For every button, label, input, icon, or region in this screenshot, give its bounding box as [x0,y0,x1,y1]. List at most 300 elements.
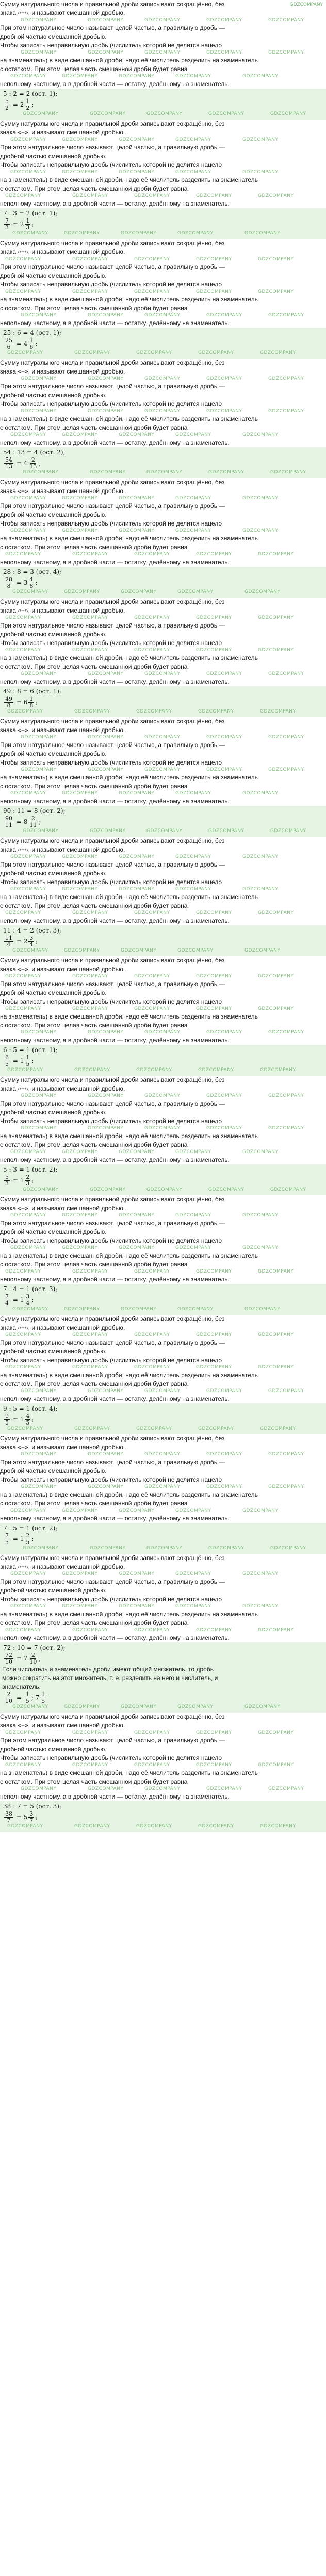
fraction-denominator: 5 [25,1698,29,1704]
watermark-text: GDZCOMPANY [62,791,98,796]
watermark-text: GDZCOMPANY [72,1006,108,1011]
watermark-text: GDZCOMPANY [74,1824,110,1829]
watermark-row [2,948,324,954]
watermark-text: GDZCOMPANY [175,1149,211,1155]
watermark-text: GDZCOMPANY [12,1307,48,1312]
rule-line: дробной частью смешанной дробью. [0,750,107,757]
watermark-text: GDZCOMPANY [134,1006,170,1011]
watermark-text: GDZCOMPANY [258,1762,294,1768]
fraction-numerator: 2 [31,1652,35,1658]
fraction [28,1811,34,1824]
watermark-text: GDZCOMPANY [196,1762,232,1768]
fraction-denominator: 10 [29,1658,37,1665]
watermark-text: GDZCOMPANY [64,948,100,953]
watermark-row [0,974,326,980]
watermark-text: GDZCOMPANY [175,170,211,175]
watermark-row [0,257,326,263]
watermark-text: GDZCOMPANY [119,496,155,501]
watermark-text: GDZCOMPANY [10,1245,46,1250]
rule-line: с остатком. При этом целая часть смешанной дроби будет равна [0,544,188,551]
watermark-text: GDZCOMPANY [268,1484,304,1489]
watermark-text: GDZCOMPANY [242,1508,279,1513]
fraction-denominator: 5 [5,1539,9,1546]
watermark-text: GDZCOMPANY [144,376,181,381]
watermark-text: GDZCOMPANY [21,735,57,740]
mixed-integer-part: 2 [23,938,28,945]
watermark-text: GDZCOMPANY [10,854,46,859]
rule-line: знака «+», и называют смешанной дробью. [0,1205,125,1212]
watermark-text: GDZCOMPANY [21,767,57,772]
watermark-text: GDZCOMPANY [21,376,57,381]
watermark-text: GDZCOMPANY [242,854,279,859]
rule-line: Чтобы записать неправильную дробь (числитель которой не делится нацело [0,1357,222,1364]
watermark-row [0,854,326,860]
example-block [0,806,326,837]
example-block [0,328,326,359]
example-division: 7 : 3 = 2 (ост. 1); [3,210,58,217]
example-block [0,567,326,598]
rule-line: Сумму натурального числа и правильной дроби записывают сокращённо, без [0,1554,225,1562]
watermark-row [0,74,326,80]
watermark-text: GDZCOMPANY [144,409,181,414]
rule-line: знака «+», и называют смешанной дробью. [0,487,125,495]
watermark-text: GDZCOMPANY [90,470,126,475]
rule-line: неполному частному, а в дробной части — остатку, делённому на знаменатель. [0,1037,230,1044]
watermark-text: GDZCOMPANY [175,528,211,533]
fraction-denominator: 4 [7,941,11,948]
watermark-text: GDZCOMPANY [144,1484,181,1489]
watermark-text: GDZCOMPANY [121,231,157,236]
watermark-text: GDZCOMPANY [206,1388,242,1394]
mixed-integer-part: 3 [23,579,28,586]
watermark-text: GDZCOMPANY [206,1030,242,1035]
fraction [4,577,13,589]
watermark-text: GDZCOMPANY [208,111,244,116]
rule-line: с остатком. При этом целая часть смешанной дроби будет равна [0,185,188,192]
watermark-text: GDZCOMPANY [72,289,108,294]
example-block [0,208,326,239]
rule-line: Сумму натурального числа и правильной дроби записывают сокращённо, без [0,1,225,8]
watermark-text: GDZCOMPANY [10,496,46,501]
watermark-text: GDZCOMPANY [134,289,170,294]
watermark-text: GDZCOMPANY [268,1388,304,1394]
rule-line: знака «+», и называют смешанной дробью. [0,1085,125,1092]
rule-line: неполному частному, а в дробной части — остатку, делённому на знаменатель. [0,1395,230,1402]
watermark-row [0,910,326,917]
rule-line: При этом натуральное число называют целой частью, а правильную дробь — [0,741,225,749]
rule-line: знака «+», и называют смешанной дробью. [0,368,125,375]
watermark-text: GDZCOMPANY [21,1786,57,1791]
fraction [4,98,10,111]
watermark-text: GDZCOMPANY [21,1484,57,1489]
rule-line: знака «+», и называют смешанной дробью. [0,1444,125,1451]
watermark-text: GDZCOMPANY [196,1332,232,1337]
watermark-text: GDZCOMPANY [134,974,170,979]
example-division: 7 : 4 = 1 (ост. 3); [3,1285,58,1293]
watermark-text: GDZCOMPANY [64,1307,100,1312]
fraction-denominator: 5 [26,1539,30,1546]
watermark-row [0,289,326,295]
watermark-text: GDZCOMPANY [208,1546,244,1551]
watermark-text: GDZCOMPANY [10,1604,46,1609]
rule-line: При этом натуральное число называют целой частью, а правильную дробь — [0,1339,225,1346]
watermark-text: GDZCOMPANY [177,1307,214,1312]
watermark-text: GDZCOMPANY [7,1067,43,1073]
fraction-denominator: 13 [5,463,12,470]
watermark-text: GDZCOMPANY [134,552,170,557]
example-equation: $\frac{5}{2}$ = 2 $\frac{1}{2}$ ; [5,98,34,111]
example-division: 6 : 5 = 1 (ост. 1); [3,1046,58,1054]
rule-line: неполному частному, а в дробной части — остатку, делённому на знаменатель. [0,1793,230,1800]
fraction-numerator: 7 [5,1293,9,1300]
fraction-numerator: 1 [29,696,34,702]
watermark-row [2,470,324,476]
watermark-row [0,528,326,534]
rule-line: на знаменатель) в виде смешанной дроби, надо её числитель разделить на знаменатель [0,1013,258,1020]
watermark-text: GDZCOMPANY [268,767,304,772]
watermark-text: GDZCOMPANY [258,1628,294,1633]
watermark-text: GDZCOMPANY [7,350,43,355]
watermark-text: GDZCOMPANY [242,1149,279,1155]
example-block [0,1523,326,1554]
watermark-row [0,887,326,893]
watermark-text: GDZCOMPANY [258,615,294,620]
watermark-row [0,1571,326,1578]
watermark-text: GDZCOMPANY [88,1030,124,1035]
reduced-fraction: $\frac{2}{10}$ = $\frac{1}{5}$ ; 7 $\frac{1}{5}$ [5,1691,45,1704]
watermark-text: GDZCOMPANY [72,257,108,262]
rule-line: знака «+», и называют смешанной дробью. [0,1324,125,1331]
fraction [28,457,38,470]
rule-line: дробной частью смешанной дробью. [0,1109,107,1116]
rule-line: При этом натуральное число называют целой частью, а правильную дробь — [0,1459,225,1466]
fraction-numerator: 25 [5,337,12,344]
rule-line: Чтобы записать неправильную дробь (числитель которой не делится нацело [0,161,222,168]
rule-line: с остатком. При этом целая часть смешанной дроби будет равна [0,1500,188,1507]
rule-line: на знаменатель) в виде смешанной дроби, надо её числитель разделить на знаменатель [0,1252,258,1259]
watermark-text: GDZCOMPANY [196,1628,232,1633]
watermark-text: GDZCOMPANY [72,615,108,620]
example-division: 5 : 2 = 2 (ост. 1); [3,90,58,97]
watermark-text: GDZCOMPANY [5,974,41,979]
watermark-text: GDZCOMPANY [206,18,242,23]
watermark-row [0,376,326,382]
rule-line: Чтобы записать неправильную дробь (числитель которой не делится нацело [0,400,222,408]
watermark-text: GDZCOMPANY [208,1187,244,1192]
rule-line: Сумму натурального числа и правильной дроби записывают сокращённо, без [0,1196,225,1203]
watermark-text: GDZCOMPANY [198,1426,234,1431]
fraction-denominator: 5 [26,1419,30,1426]
watermark-text: GDZCOMPANY [88,735,124,740]
watermark-text: GDZCOMPANY [119,74,155,79]
fraction-denominator: 6 [29,344,34,350]
watermark-text: GDZCOMPANY [242,528,279,533]
rule-line: Сумму натурального числа и правильной дроби записывают сокращённо, без [0,1435,225,1442]
example-division: 90 : 11 = 8 (ост. 2); [3,807,66,815]
mixed-integer-part: 8 [23,818,28,825]
rule-line: Сумму натурального числа и правильной дроби записывают сокращённо, без [0,479,225,486]
watermark-text: GDZCOMPANY [62,1508,98,1513]
rule-line: Чтобы записать неправильную дробь (числитель которой не делится нацело [0,878,222,886]
watermark-text: GDZCOMPANY [146,111,183,116]
watermark-text: GDZCOMPANY [5,257,41,262]
watermark-text: GDZCOMPANY [260,1067,296,1073]
fraction [4,1533,10,1546]
watermark-text: GDZCOMPANY [175,887,211,892]
watermark-text: GDZCOMPANY [134,1269,170,1274]
watermark-text: GDZCOMPANY [62,854,98,859]
rule-line: Сумму натурального числа и правильной дроби записывают сокращённо, без [0,1076,225,1083]
mixed-integer-part: 1 [20,1296,24,1303]
watermark-text: GDZCOMPANY [258,193,294,198]
example-block [0,686,326,717]
example-equation: $\frac{7}{4}$ = 1 $\frac{3}{4}$ ; [5,1293,34,1307]
watermark-row [0,313,326,319]
rule-line: с остатком. При этом целая часть смешанной дроби будет равна [0,1022,188,1029]
fraction-numerator: 1 [26,98,30,105]
rule-line: знака «+», и называют смешанной дробью. [0,846,125,853]
watermark-row [0,767,326,773]
fraction-numerator: 28 [5,576,12,583]
watermark-text: GDZCOMPANY [144,767,181,772]
watermark-text: GDZCOMPANY [258,552,294,557]
fraction-denominator: 8 [29,702,34,709]
rule-line: Чтобы записать неправильную дробь (числитель которой не делится нацело [0,1754,222,1761]
watermark-text: GDZCOMPANY [88,1126,124,1131]
watermark-text: GDZCOMPANY [21,409,57,414]
watermark-text: GDZCOMPANY [72,1269,108,1274]
watermark-text: GDZCOMPANY [258,1332,294,1337]
watermark-text: GDZCOMPANY [177,589,214,595]
fraction-numerator: 1 [41,1691,45,1698]
reduce-block [0,1642,326,1713]
watermark-text: GDZCOMPANY [196,648,232,653]
rule-line: на знаменатель) в виде смешанной дроби, надо её числитель разделить на знаменатель [0,415,258,422]
rule-line: с остатком. При этом целая часть смешанной дроби будет равна [0,783,188,790]
watermark-text: GDZCOMPANY [12,231,48,236]
example-equation: $\frac{25}{6}$ = 4 $\frac{1}{6}$ ; [5,337,38,350]
watermark-row [0,1484,326,1490]
watermark-text: GDZCOMPANY [23,111,59,116]
watermark-row [0,1388,326,1395]
fraction [4,1294,10,1307]
fraction [28,935,34,948]
watermark-text: GDZCOMPANY [177,231,214,236]
watermark-text: GDZCOMPANY [146,1187,183,1192]
watermark-text: GDZCOMPANY [64,231,100,236]
rule-line: знака «+», и называют смешанной дробью. [0,1563,125,1570]
example-block [0,1045,326,1076]
watermark-text: GDZCOMPANY [10,1508,46,1513]
example-equation: $\frac{90}{11}$ = 8 $\frac{2}{11}$ ; [5,815,41,828]
fraction-numerator: 5 [5,1174,9,1180]
rule-line: дробной частью смешанной дробью. [0,33,107,40]
example-equation: $\frac{28}{8}$ = 3 $\frac{4}{8}$ ; [5,576,38,589]
fraction-denominator: 4 [5,1300,9,1307]
rule-line: неполному частному, а в дробной части — остатку, делённому на знаменатель. [0,1515,230,1522]
watermark-text: GDZCOMPANY [21,1093,57,1098]
watermark-text: GDZCOMPANY [121,1704,157,1709]
mixed-integer-part: 5 [23,1814,28,1821]
watermark-text: GDZCOMPANY [5,648,41,653]
watermark-text: GDZCOMPANY [175,791,211,796]
rule-line: на знаменатель) в виде смешанной дроби, надо её числитель разделить на знаменатель [0,176,258,183]
watermark-text: GDZCOMPANY [72,648,108,653]
mixed-integer-part: 1 [20,1177,24,1184]
watermark-text: GDZCOMPANY [258,1006,294,1011]
watermark-row [0,18,326,24]
watermark-text: GDZCOMPANY [88,1388,124,1394]
watermark-text: GDZCOMPANY [206,409,242,414]
watermark-text: GDZCOMPANY [242,432,279,437]
watermark-text: GDZCOMPANY [62,137,98,142]
rule-line: дробной частью смешанной дробью. [0,1348,107,1355]
watermark-row [2,589,324,596]
example-division: 7 : 5 = 1 (ост. 2); [3,1524,58,1532]
mixed-integer-part: 1 [20,1416,24,1423]
watermark-text: GDZCOMPANY [21,313,57,318]
watermark-text: GDZCOMPANY [198,1067,234,1073]
watermark-text: GDZCOMPANY [119,1245,155,1250]
rule-line: знака «+», и называют смешанной дробью. [0,248,125,256]
rule-line: с остатком. При этом целая часть смешанной дроби будет равна [0,663,188,670]
mixed-integer-part: 2 [20,101,24,108]
watermark-text: GDZCOMPANY [74,1426,110,1431]
watermark-text: GDZCOMPANY [62,74,98,79]
watermark-text: GDZCOMPANY [136,1824,172,1829]
watermark-text: GDZCOMPANY [258,1365,294,1370]
example-division: 38 : 7 = 5 (ост. 3); [3,1803,61,1810]
fraction-denominator: 3 [26,1180,30,1187]
watermark-text: GDZCOMPANY [134,615,170,620]
watermark-text: GDZCOMPANY [90,828,126,834]
watermark-row [0,496,326,502]
fraction-numerator: 1 [29,337,34,344]
watermark-text: GDZCOMPANY [88,767,124,772]
fraction [28,816,38,828]
example-block [0,1403,326,1434]
fraction [4,337,13,350]
fraction [25,1533,30,1546]
example-equation: $\frac{54}{13}$ = 4 $\frac{2}{13}$ ; [5,456,41,470]
rule-line: на знаменатель) в виде смешанной дроби, надо её числитель разделить на знаменатель [0,535,258,542]
fraction-denominator: 8 [7,702,11,709]
watermark-text: GDZCOMPANY [12,948,48,953]
watermark-text: GDZCOMPANY [206,1786,242,1791]
rule-line: При этом натуральное число называют целой частью, а правильную дробь — [0,861,225,868]
watermark-text: GDZCOMPANY [268,18,304,23]
watermark-text: GDZCOMPANY [144,18,181,23]
watermark-text: GDZCOMPANY [268,313,304,318]
watermark-text: GDZCOMPANY [258,257,294,262]
watermark-text: GDZCOMPANY [119,1213,155,1218]
watermark-text: GDZCOMPANY [134,1628,170,1633]
mixed-integer-part: 4 [23,340,28,347]
example-division: 54 : 13 = 4 (ост. 2); [3,449,66,456]
rule-line: дробной частью смешанной дробью. [0,152,107,160]
fraction-denominator: 7 [29,1817,34,1824]
watermark-text: GDZCOMPANY [88,313,124,318]
watermark-text: GDZCOMPANY [242,791,279,796]
watermark-text: GDZCOMPANY [196,289,232,294]
fraction [25,1055,30,1067]
watermark-text: GDZCOMPANY [196,1365,232,1370]
rule-line: с остатком. При этом целая часть смешанной дроби будет равна [0,424,188,431]
watermark-text: GDZCOMPANY [146,828,183,834]
fraction-denominator: 4 [29,941,34,948]
rule-line: с остатком. При этом целая часть смешанной дроби будет равна [0,902,188,909]
watermark-text: GDZCOMPANY [10,1571,46,1577]
watermark-text: GDZCOMPANY [244,1307,281,1312]
watermark-row [2,1067,324,1074]
watermark-text: GDZCOMPANY [244,1704,281,1709]
watermark-row [2,1187,324,1193]
watermark-text: GDZCOMPANY [88,50,124,55]
watermark-text: GDZCOMPANY [10,432,46,437]
example-division: 72 : 10 = 7 (ост. 2); [3,1644,66,1651]
watermark-text: GDZCOMPANY [268,1126,304,1131]
watermark-text: GDZCOMPANY [144,735,181,740]
watermark-text: GDZCOMPANY [244,231,281,236]
rule-line: При этом натуральное число называют целой частью, а правильную дробь — [0,263,225,270]
watermark-row [0,1245,326,1251]
watermark-text: GDZCOMPANY [5,552,41,557]
rule-line: При этом натуральное число называют целой частью, а правильную дробь — [0,144,225,151]
rule-line: При этом натуральное число называют целой частью, а правильную дробь — [0,980,225,988]
watermark-text: GDZCOMPANY [5,1332,41,1337]
watermark-text: GDZCOMPANY [198,350,234,355]
watermark-text: GDZCOMPANY [121,948,157,953]
watermark-text: GDZCOMPANY [134,648,170,653]
rule-line: неполному частному, а в дробной части — остатку, делённому на знаменатель. [0,439,230,446]
watermark-text: GDZCOMPANY [136,1426,172,1431]
watermark-row [0,791,326,797]
watermark-row [0,735,326,741]
watermark-text: GDZCOMPANY [119,170,155,175]
rule-line: Чтобы записать неправильную дробь (числитель которой не делится нацело [0,281,222,288]
example-equation: $\frac{38}{7}$ = 5 $\frac{3}{7}$ ; [5,1810,38,1824]
watermark-text: GDZCOMPANY [175,1571,211,1577]
reduce-rule-line: можно сократить на этот множитель, т. е. разделить на него и числитель, и [2,1674,218,1682]
watermark-text: GDZCOMPANY [146,470,183,475]
fraction [4,1055,10,1067]
watermark-text: GDZCOMPANY [136,350,172,355]
watermark-text: GDZCOMPANY [88,409,124,414]
watermark-text: GDZCOMPANY [196,1006,232,1011]
watermark-text: GDZCOMPANY [23,828,59,834]
watermark-text: GDZCOMPANY [268,1093,304,1098]
watermark-text: GDZCOMPANY [268,671,304,676]
watermark-text: GDZCOMPANY [121,1307,157,1312]
rule-line: При этом натуральное число называют целой частью, а правильную дробь — [0,502,225,510]
example-block [0,447,326,478]
rule-line: с остатком. При этом целая часть смешанной дроби будет равна [0,1619,188,1626]
watermark-text: GDZCOMPANY [23,1546,59,1551]
fraction-numerator: 1 [26,1054,30,1061]
rule-line: дробной частью смешанной дробью. [0,272,107,279]
rule-line: Сумму натурального числа и правильной дроби записывают сокращённо, без [0,1315,225,1323]
fraction-denominator: 7 [7,1817,11,1824]
watermark-text: GDZCOMPANY [88,1093,124,1098]
watermark-text: GDZCOMPANY [144,313,181,318]
rule-line: на знаменатель) в виде смешанной дроби, надо её числитель разделить на знаменатель [0,1132,258,1140]
watermark-text: GDZCOMPANY [268,735,304,740]
watermark-text: GDZCOMPANY [242,1213,279,1218]
rule-line: Сумму натурального числа и правильной дроби записывают сокращённо, без [0,359,225,366]
watermark-text: GDZCOMPANY [10,74,46,79]
watermark-text: GDZCOMPANY [270,1187,306,1192]
watermark-text: GDZCOMPANY [260,709,296,714]
